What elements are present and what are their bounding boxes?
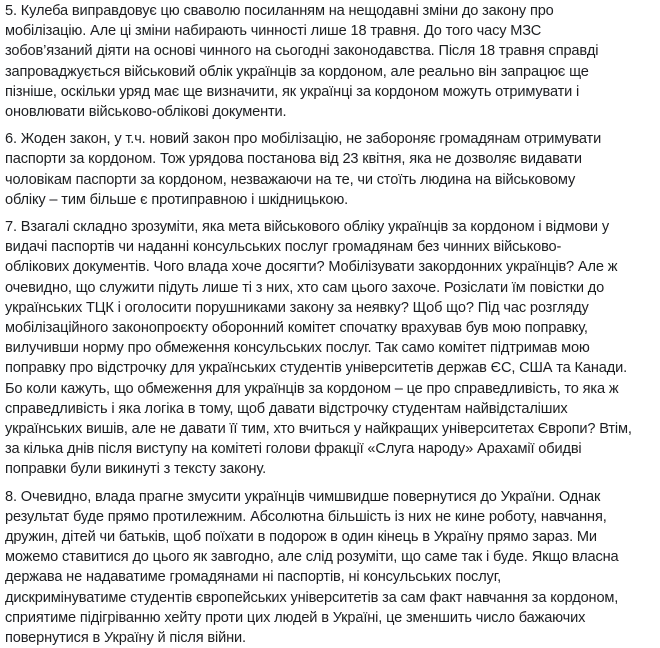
text-line: зобов’язаний діяти на основі чинного на сьогодні законодавства. Після 18 травня справді: [5, 43, 599, 60]
text-line: Бо коли кажуть, що обмеження для українців за кордоном – це про справедливість, то яка ж: [5, 380, 619, 397]
text-line: поправку про відстрочку для українських студентів університетів держав ЄС, США та Канади.: [5, 360, 627, 377]
text-line: справедливість і яка логіка в тому, щоб давати відстрочку студентам найвідсталіших: [5, 400, 568, 417]
text-line: 5. Кулеба виправдовує цю сваволю посиланням на нещодавні зміни до закону про: [5, 3, 554, 19]
text-line: запроваджується військовий облік українців за кордоном, але реально він запрацює ще: [5, 63, 589, 80]
text-line: оновлювати військово-облікові документи.: [5, 104, 287, 121]
text-line: 8. Очевидно, влада прагне змусити українців чимшвидше повернутися до України. Однак: [5, 488, 601, 505]
text-line: вилучивши норму про обмеження консульських послуг. Так само комітет підтримав мою: [5, 340, 590, 357]
text-line: українських вишів, але не давати її тим, хто вчиться у найкращих університетах Європи? Втім,: [5, 421, 632, 438]
text-line: можемо ставитися до цього як завгодно, але слід розуміти, що саме так і буде. Якщо власна: [5, 549, 619, 566]
text-line: мобілізаційного законопроєкту оборонний комітет спочатку врахував був мою поправку,: [5, 320, 588, 337]
text-line: повернутися в Україну й після війни.: [5, 630, 246, 647]
text-line: дискримінуватиме студентів європейських університетів за сам факт навчання за кордоном,: [5, 589, 619, 606]
text-line: українських ТЦК і оголосити порушниками закону за неявку? Щоб що? Під час розгляду: [5, 299, 589, 316]
text-line: очевидно, що служити підуть лише ті з них, хто сам цього захоче. Розіслати їм повістки до: [5, 279, 605, 296]
text-line: держава не надаватиме громадянами ні паспортів, ні консульських послуг,: [5, 569, 501, 586]
text-line: обліку – тим більше є протиправною і шкідницькою.: [5, 191, 349, 208]
text-line: мобілізацію. Але ці зміни набирають чинності лише 18 травня. До того часу МЗС: [5, 23, 542, 40]
text-line: результат буде прямо протилежним. Абсолютна більшість із них не кине роботу, навчання,: [5, 508, 607, 525]
text-line: дружин, дітей чи батьків, щоб поїхати в подорож в один кінець в Україну прямо зараз. Ми: [5, 529, 597, 546]
text-line: чоловікам паспорти за кордоном, незважаючи на те, чи стоїть людина на військовому: [5, 171, 576, 188]
paragraph-7: [5, 217, 652, 480]
text-line: сприятиме підігріванню хейту проти цих людей в Україні, це зменшить число бажаючих: [5, 609, 586, 626]
text-line: паспорти за кордоном. Тож урядова постанова від 23 квітня, яка не дозволяє видавати: [5, 151, 582, 168]
text-line: видачі паспортів чи наданні консульських послуг громадянам без чинних військово-: [5, 239, 562, 256]
text-line: пізніше, оскільки уряд має ще визначити, як українці за кордоном можуть отримувати і: [5, 83, 580, 100]
text-line: облікових документів. Чого влада хоче досягти? Мобілізувати закордонних українців? Але ж: [5, 259, 618, 276]
text-line: 6. Жоден закон, у т.ч. новий закон про мобілізацію, не забороняє громадянам отримувати: [5, 131, 602, 148]
paragraph-6: [5, 129, 652, 210]
text-line: за кілька днів після виступу на комітеті голови фракції «Слуга народу» Арахамії обидві: [5, 441, 582, 458]
paragraph-5: [5, 1, 652, 122]
text-line: 7. Взагалі складно зрозуміти, яка мета військового обліку українців за кордоном і відмови у: [5, 219, 609, 236]
text-line: поправки були викинуті з тексту закону.: [5, 461, 267, 478]
paragraph-8: [5, 487, 652, 648]
